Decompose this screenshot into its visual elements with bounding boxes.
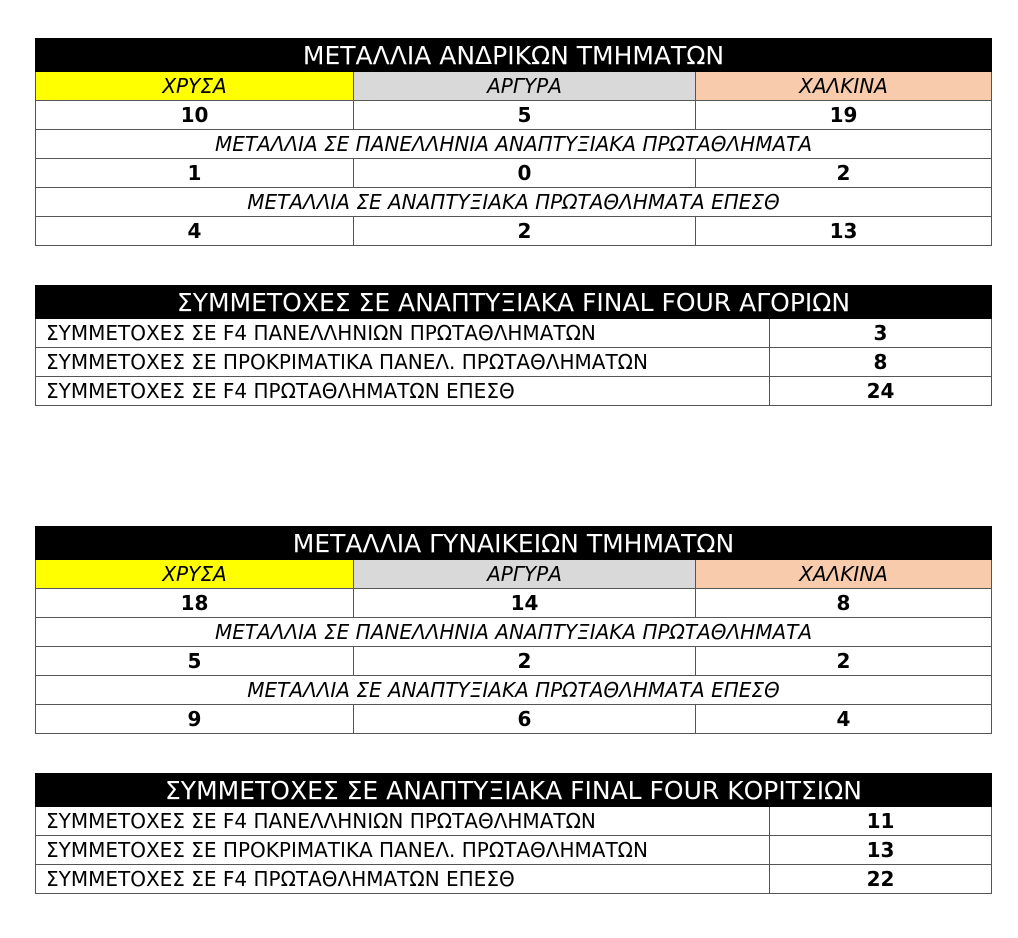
epesth-gold: 9 — [36, 705, 354, 734]
panhellenic-bronze: 2 — [696, 647, 992, 676]
panhellenic-bronze: 2 — [696, 159, 992, 188]
gold-total: 18 — [36, 589, 354, 618]
bronze-header: ΧΑΛΚΙΝΑ — [696, 560, 992, 589]
table-row — [36, 865, 992, 894]
row-label: ΣΥΜΜΕΤΟΧΕΣ ΣΕ F4 ΠΡΩΤΑΘΛΗΜΑΤΩΝ ΕΠΕΣΘ — [36, 377, 770, 406]
medals-women-table — [35, 526, 992, 734]
table-row — [36, 377, 992, 406]
participations-girls-title: ΣΥΜΜΕΤΟΧΕΣ ΣΕ ΑΝΑΠΤΥΞΙΑΚΑ FINAL FOUR ΚΟΡΙΤΣΙΩΝ — [36, 774, 992, 807]
table-row — [36, 348, 992, 377]
row-value: 3 — [770, 319, 992, 348]
panhellenic-gold: 1 — [36, 159, 354, 188]
row-value: 24 — [770, 377, 992, 406]
epesth-silver: 2 — [354, 217, 696, 246]
row-label: ΣΥΜΜΕΤΟΧΕΣ ΣΕ F4 ΠΡΩΤΑΘΛΗΜΑΤΩΝ ΕΠΕΣΘ — [36, 865, 770, 894]
row-label: ΣΥΜΜΕΤΟΧΕΣ ΣΕ ΠΡΟΚΡΙΜΑΤΙΚΑ ΠΑΝΕΛ. ΠΡΩΤΑΘΛΗΜΑΤΩΝ — [36, 348, 770, 377]
epesth-bronze: 13 — [696, 217, 992, 246]
gold-header: ΧΡΥΣΑ — [36, 72, 354, 101]
row-value: 11 — [770, 807, 992, 836]
participations-boys-title: ΣΥΜΜΕΤΟΧΕΣ ΣΕ ΑΝΑΠΤΥΞΙΑΚΑ FINAL FOUR ΑΓΟΡΙΩΝ — [36, 286, 992, 319]
panhellenic-subheader: ΜΕΤΑΛΛΙΑ ΣΕ ΠΑΝΕΛΛΗΝΙΑ ΑΝΑΠΤΥΞΙΑΚΑ ΠΡΩΤΑΘΛΗΜΑΤΑ — [36, 618, 992, 647]
epesth-bronze: 4 — [696, 705, 992, 734]
table-row — [36, 807, 992, 836]
silver-total: 5 — [354, 101, 696, 130]
bronze-total: 8 — [696, 589, 992, 618]
row-label: ΣΥΜΜΕΤΟΧΕΣ ΣΕ F4 ΠΑΝΕΛΛΗΝΙΩΝ ΠΡΩΤΑΘΛΗΜΑΤΩΝ — [36, 319, 770, 348]
medals-men-title: ΜΕΤΑΛΛΙΑ ΑΝΔΡΙΚΩΝ ΤΜΗΜΑΤΩΝ — [36, 39, 992, 72]
panhellenic-gold: 5 — [36, 647, 354, 676]
row-value: 13 — [770, 836, 992, 865]
participations-girls-table — [35, 773, 992, 894]
bronze-header: ΧΑΛΚΙΝΑ — [696, 72, 992, 101]
epesth-gold: 4 — [36, 217, 354, 246]
panhellenic-subheader: ΜΕΤΑΛΛΙΑ ΣΕ ΠΑΝΕΛΛΗΝΙΑ ΑΝΑΠΤΥΞΙΑΚΑ ΠΡΩΤΑΘΛΗΜΑΤΑ — [36, 130, 992, 159]
participations-boys-table — [35, 285, 992, 406]
medals-women-title: ΜΕΤΑΛΛΙΑ ΓΥΝΑΙΚΕΙΩΝ ΤΜΗΜΑΤΩΝ — [36, 527, 992, 560]
row-label: ΣΥΜΜΕΤΟΧΕΣ ΣΕ ΠΡΟΚΡΙΜΑΤΙΚΑ ΠΑΝΕΛ. ΠΡΩΤΑΘΛΗΜΑΤΩΝ — [36, 836, 770, 865]
gold-header: ΧΡΥΣΑ — [36, 560, 354, 589]
bronze-total: 19 — [696, 101, 992, 130]
gold-total: 10 — [36, 101, 354, 130]
epesth-subheader: ΜΕΤΑΛΛΙΑ ΣΕ ΑΝΑΠΤΥΞΙΑΚΑ ΠΡΩΤΑΘΛΗΜΑΤΑ ΕΠΕΣΘ — [36, 676, 992, 705]
epesth-silver: 6 — [354, 705, 696, 734]
row-value: 8 — [770, 348, 992, 377]
epesth-subheader: ΜΕΤΑΛΛΙΑ ΣΕ ΑΝΑΠΤΥΞΙΑΚΑ ΠΡΩΤΑΘΛΗΜΑΤΑ ΕΠΕΣΘ — [36, 188, 992, 217]
silver-total: 14 — [354, 589, 696, 618]
row-value: 22 — [770, 865, 992, 894]
row-label: ΣΥΜΜΕΤΟΧΕΣ ΣΕ F4 ΠΑΝΕΛΛΗΝΙΩΝ ΠΡΩΤΑΘΛΗΜΑΤΩΝ — [36, 807, 770, 836]
silver-header: ΑΡΓΥΡΑ — [354, 72, 696, 101]
medals-men-table — [35, 38, 992, 246]
silver-header: ΑΡΓΥΡΑ — [354, 560, 696, 589]
table-row — [36, 319, 992, 348]
panhellenic-silver: 0 — [354, 159, 696, 188]
panhellenic-silver: 2 — [354, 647, 696, 676]
table-row — [36, 836, 992, 865]
